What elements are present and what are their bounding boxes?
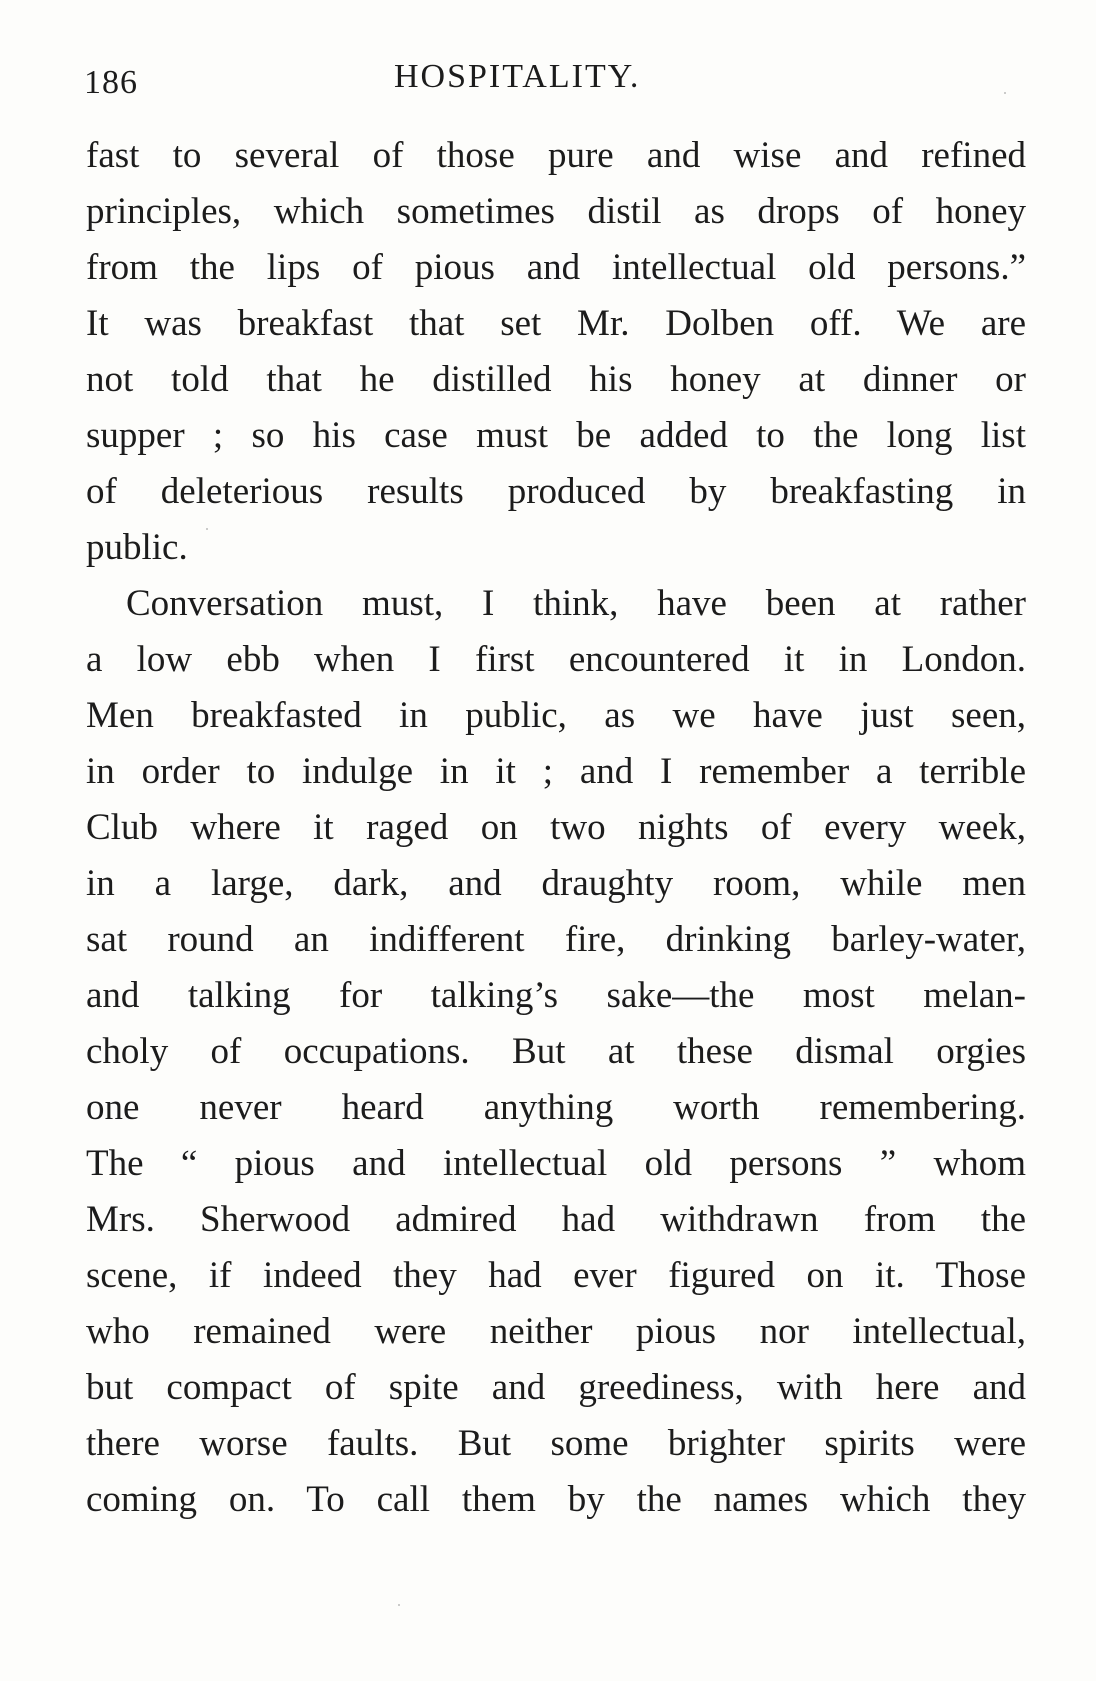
text-line-18: one never heard anything worth remembering. [86, 1087, 1026, 1128]
paper-speck [398, 1604, 400, 1606]
text-line-3: from the lips of pious and intellectual old persons.” [86, 247, 1026, 288]
text-line-12: in order to indulge in it ; and I remember a terrible [86, 751, 1026, 792]
text-line-7: of deleterious results produced by breakfasting in [86, 471, 1026, 512]
text-line-6: supper ; so his case must be added to the long list [86, 415, 1026, 456]
text-line-8: public. [86, 527, 188, 568]
text-line-24: there worse faults. But some brighter spirits were [86, 1423, 1026, 1464]
text-line-10: a low ebb when I first encountered it in London. [86, 639, 1026, 680]
page-number: 186 [84, 64, 138, 101]
text-line-16: and talking for talking’s sake—the most melan- [86, 975, 1026, 1016]
text-line-2: principles, which sometimes distil as drops of honey [86, 191, 1026, 232]
paper-speck [206, 528, 208, 530]
text-line-14: in a large, dark, and draughty room, while men [86, 863, 1026, 904]
paper-speck [1004, 92, 1006, 94]
text-line-22: who remained were neither pious nor intellectual, [86, 1311, 1026, 1352]
text-line-20: Mrs. Sherwood admired had withdrawn from the [86, 1199, 1026, 1240]
running-head [84, 52, 1034, 102]
text-line-23: but compact of spite and greediness, with here and [86, 1367, 1026, 1408]
text-line-21: scene, if indeed they had ever figured on it. Those [86, 1255, 1026, 1296]
text-line-9: Conversation must, I think, have been at rather [126, 583, 1026, 624]
text-line-19: The “ pious and intellectual old persons ” whom [86, 1143, 1026, 1184]
text-line-13: Club where it raged on two nights of every week, [86, 807, 1026, 848]
text-line-17: choly of occupations. But at these dismal orgies [86, 1031, 1026, 1072]
text-line-11: Men breakfasted in public, as we have just seen, [86, 695, 1026, 736]
text-line-25: coming on. To call them by the names which they [86, 1479, 1026, 1520]
text-line-5: not told that he distilled his honey at dinner or [86, 359, 1026, 400]
text-line-4: It was breakfast that set Mr. Dolben off. We are [86, 303, 1026, 344]
text-line-1: fast to several of those pure and wise and refined [86, 135, 1026, 176]
body-text [86, 128, 1026, 1528]
running-title: HOSPITALITY. [394, 58, 641, 95]
text-line-15: sat round an indifferent fire, drinking barley-water, [86, 919, 1026, 960]
